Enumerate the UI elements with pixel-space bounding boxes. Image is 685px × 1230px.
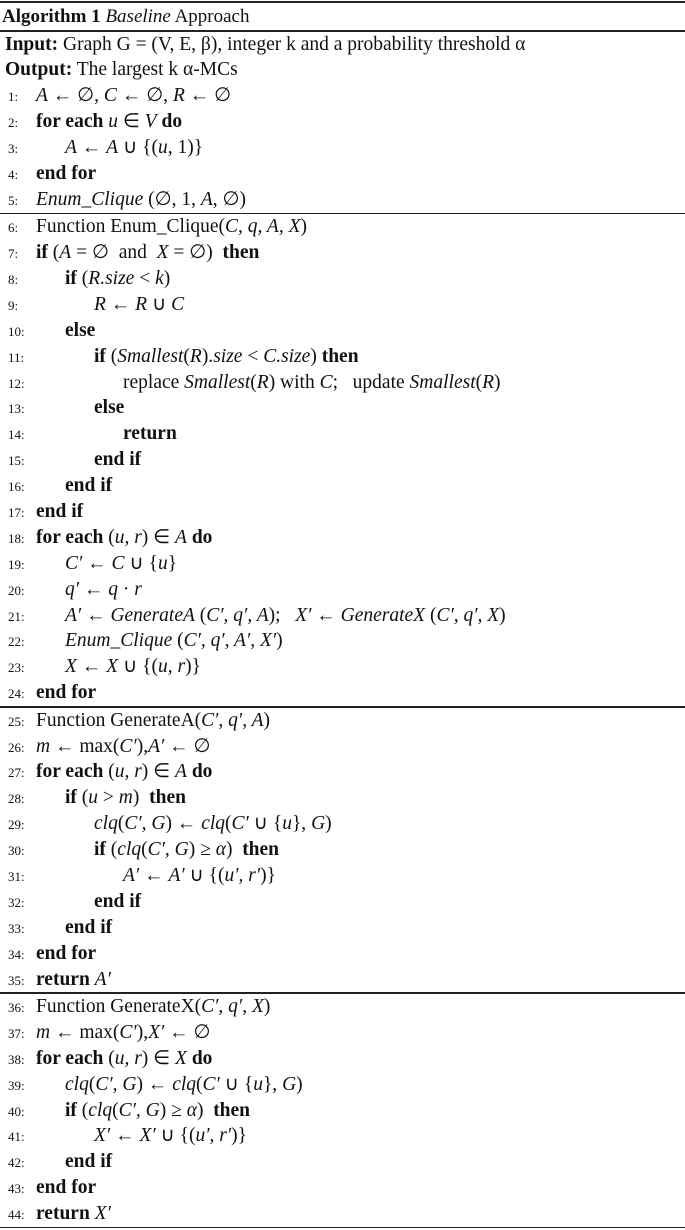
line-code: end if [94,890,142,912]
algorithm-line [0,1020,685,1046]
caption-label: Algorithm 1 [2,6,101,27]
line-number: 22: [8,634,25,650]
line-number: 41: [8,1129,25,1145]
line-number: 13: [8,401,25,417]
algorithm-line [0,708,685,734]
algorithm-line [0,83,685,109]
output-line [0,57,685,83]
line-code: m ← max(C′),A′ ← ∅ [36,735,211,757]
algorithm-line [0,525,685,551]
line-code: for each (u, r) ∈ A do [36,761,213,783]
line-code: end if [65,1151,113,1173]
algorithm-line [0,654,685,680]
algorithm-line [0,292,685,318]
line-code: return [123,423,177,445]
line-code: Enum_Clique (C′, q′, A′, X′) [65,630,283,652]
line-number: 25: [8,713,25,729]
line-code: R ← R ∪ C [94,293,185,315]
line-code: else [65,319,96,341]
line-code: end for [36,1177,97,1199]
line-number: 5: [8,192,19,208]
output-label: Output: [5,59,73,81]
algorithm-line [0,994,685,1020]
line-number: 37: [8,1025,25,1041]
line-code: if (clq(C′, G) ≥ α) then [94,839,280,861]
line-code: Function GenerateA(C′, q′, A) [36,709,271,731]
algorithm-line [0,785,685,811]
line-code: m ← max(C′),X′ ← ∅ [36,1021,211,1043]
line-number: 17: [8,505,25,521]
line-code: if (Smallest(R).size < C.size) then [94,345,359,367]
line-number: 26: [8,739,25,755]
algorithm-line [0,811,685,837]
algorithm-line [0,1149,685,1175]
line-code: clq(C′, G) ← clq(C′ ∪ {u}, G) [94,813,332,835]
line-number: 14: [8,427,25,443]
algorithm-line [0,240,685,266]
input-line [0,32,685,58]
algorithm-line [0,1123,685,1149]
algorithm-line [0,1098,685,1124]
input-label: Input: [5,33,59,55]
algorithm-line [0,1046,685,1072]
algorithm-line [0,941,685,967]
line-number: 36: [8,999,25,1015]
line-number: 43: [8,1181,25,1197]
algorithm-line [0,370,685,396]
section-generate-a [0,708,685,993]
line-code: replace Smallest(R) with C; update Smallest(R) [123,371,501,393]
input-text: Graph G = (V, E, β), integer k and a probability threshold α [63,33,526,55]
line-code: A′ ← A′ ∪ {(u′, r′)} [123,865,276,886]
line-number: 15: [8,453,25,469]
algorithm-line [0,603,685,629]
algorithm-line [0,344,685,370]
line-code: C′ ← C ∪ {u} [65,552,178,574]
line-code: end if [65,916,113,938]
line-number: 33: [8,920,25,936]
line-code: end for [36,942,97,964]
line-code: end if [65,475,113,497]
line-number: 35: [8,972,25,988]
line-code: A ← A ∪ {(u, 1)} [65,137,204,159]
algorithm-line [0,915,685,941]
bottom-rule [0,1227,685,1229]
line-code: return A′ [36,968,111,990]
line-number: 21: [8,608,25,624]
line-number: 30: [8,843,25,859]
algorithm-line [0,967,685,993]
algorithm-caption [0,3,685,30]
line-number: 4: [8,166,19,182]
algorithm-line [0,889,685,915]
algorithm-line [0,318,685,344]
line-number: 20: [8,582,25,598]
algorithm-line [0,266,685,292]
line-number: 6: [8,220,19,236]
line-number: 2: [8,115,19,131]
line-number: 12: [8,375,25,391]
algorithm-line [0,421,685,447]
line-code: clq(C′, G) ← clq(C′ ∪ {u}, G) [65,1073,303,1095]
line-number: 10: [8,323,25,339]
algorithm-line [0,759,685,785]
algorithm-line [0,473,685,499]
algorithm-line [0,680,685,706]
line-number: 39: [8,1077,25,1093]
algorithm-line [0,447,685,473]
section-enum-clique [0,214,685,706]
line-number: 44: [8,1207,25,1223]
algorithm-block [0,1,685,1228]
section-main [0,83,685,212]
line-code: if (A = ∅ and X = ∅) then [36,242,260,264]
line-number: 40: [8,1103,25,1119]
section-generate-x [0,994,685,1227]
line-code: X ← X ∪ {(u, r)} [65,656,201,678]
algorithm-line [0,1201,685,1227]
algorithm-line [0,863,685,889]
line-code: Function GenerateX(C′, q′, X) [36,995,271,1017]
line-code: Enum_Clique (∅, 1, A, ∅) [36,188,247,210]
algorithm-line [0,214,685,240]
algorithm-line [0,187,685,213]
line-number: 42: [8,1155,25,1171]
line-number: 11: [8,349,25,365]
algorithm-line [0,837,685,863]
line-number: 27: [8,765,25,781]
line-code: end for [36,162,97,184]
algorithm-line [0,395,685,421]
caption-title: Baseline [105,6,171,27]
line-code: end if [94,449,142,471]
line-code: A ← ∅, C ← ∅, R ← ∅ [36,85,232,107]
algorithm-line [0,551,685,577]
algorithm-line [0,734,685,760]
line-number: 1: [8,89,19,105]
algorithm-line [0,109,685,135]
line-number: 24: [8,686,25,702]
algorithm-line [0,499,685,525]
line-code: return X′ [36,1203,111,1225]
line-number: 31: [8,869,25,884]
line-code: if (u > m) then [65,787,186,809]
algorithm-line [0,628,685,654]
line-number: 3: [8,141,19,157]
line-number: 7: [8,246,19,262]
algorithm-line [0,1175,685,1201]
line-code: for each (u, r) ∈ X do [36,1047,213,1069]
line-code: end if [36,501,84,523]
line-code: X′ ← X′ ∪ {(u′, r′)} [94,1125,247,1147]
line-number: 16: [8,479,25,495]
line-code: if (clq(C′, G) ≥ α) then [65,1099,251,1121]
line-number: 28: [8,791,25,807]
line-code: for each u ∈ V do [36,111,183,133]
line-number: 9: [8,297,19,313]
algorithm-line [0,161,685,187]
output-text: The largest k α-MCs [76,59,238,81]
algorithm-line [0,1072,685,1098]
line-code: q′ ← q · r [65,578,142,600]
line-code: else [94,397,125,419]
line-number: 23: [8,660,25,676]
line-code: for each (u, r) ∈ A do [36,526,213,548]
algorithm-line [0,577,685,603]
line-number: 29: [8,817,25,833]
line-number: 32: [8,894,25,910]
line-code: end for [36,682,97,704]
line-code: A′ ← GenerateA (C′, q′, A); X′ ← GenerateX (C′, q′, X) [65,604,506,626]
line-number: 18: [8,530,25,546]
line-code: Function Enum_Clique(C, q, A, X) [36,216,308,238]
algorithm-line [0,135,685,161]
line-number: 19: [8,556,25,572]
algorithm-body [0,83,685,1228]
caption-suffix: Approach [174,6,250,27]
line-code: if (R.size < k) [65,268,171,290]
line-number: 8: [8,272,19,288]
line-number: 34: [8,946,25,962]
line-number: 38: [8,1051,25,1067]
